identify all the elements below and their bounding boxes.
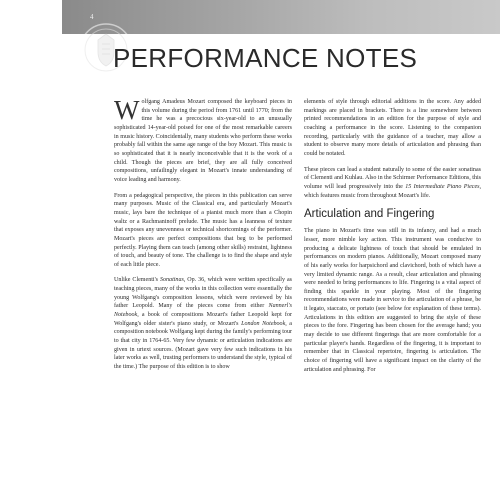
- progression-text-a: These pieces can lead a student naturally to some of the easier sonatinas of Clementi and Kuhlau. Also in the Schirmer Performance Editions, this volume will lead progressively into the: [304, 166, 482, 190]
- right-column: [304, 98, 481, 381]
- section-heading-articulation: Articulation and Fingering: [304, 208, 435, 221]
- progression-paragraph: [304, 166, 481, 201]
- page-number: 4: [90, 13, 94, 21]
- london-notebook-title: London Notebook: [241, 320, 286, 327]
- page-title: PERFORMANCE NOTES: [113, 43, 418, 73]
- articulation-paragraph: The piano in Mozart's time was still in its infancy, and had a much lesser, more nimble key action. This instrument was conducive to producing a delicate lightness of touch that should be emulated in performances on modern pianos. Additionally, Mozart composed many of his early works for harpsichord and clavichord, both of which have a very limited dynamic range. As a result, clear articulation and phrasing were needed to bring performances to life. Fingering is a vital aspect of finding this sparkle in your playing. Most of the fingering recommendations were made in service to the articulation of a phrase, be it legato, staccato, or portato (see below for explanation of these terms). Articulations in this edition are suggested to bring the style of these pieces to the fore. Fingering has been chosen for the average hand; you may decide to use different fingerings that are more comfortable for a particular player's hands. Regardless of the fingering, it is important to remember that in Classical repertoire, fingering is articulation. The choice of fingering will have a significant impact on the clarity of the articulation and phrasing. For: [304, 228, 481, 373]
- sources-text-g: , a composition notebook Wolfgang kept during the family's performing tour to that city in 1764-65. Very few dynamic or articulation indications are given in urtext sources. (Mozart gave very few such indications in his later works as well, trusting performers to understand the style, typical of the time.) The purpose of this edition is to show: [114, 320, 292, 371]
- intro-paragraph: [114, 95, 292, 185]
- sources-text-a: Unlike Clementi's: [114, 277, 160, 284]
- pedagogy-paragraph: From a pedagogical perspective, the pieces in this publication can serve many purposes. Music of the Classical era, and particularly Mozart's music, lays bare the technique of a pianist much more than a Chopin waltz or a Rachmaninoff prelude. The music has a leanness of texture that exposes any unevenness or technical shortcomings of the performer. Mozart's pieces are perfect compositions that beg to be performed perfectly. Playing them can teach (among other skills) restraint, lightness of touch, and beauty of tone. The challenge is to find the shape and style of each little piece.: [114, 192, 292, 268]
- sources-paragraph: [114, 276, 292, 371]
- style-paragraph: elements of style through editorial additions in the score. Any added markings are placed in brackets. There is a line somewhere between printed recommendations in an edition for the purpose of style and coaching a performance in the score. Listening to the companion recording, particularly with the guidance of a teacher, may allow a student to observe many more details of articulation and phrasing than could be notated.: [304, 99, 481, 157]
- left-column: [114, 95, 292, 379]
- nannerl-notebook-title: Nannerl's Notebook: [114, 303, 292, 319]
- intermediate-pieces-title: 15 Intermediate Piano Pieces: [405, 183, 480, 190]
- progression-text-c: , which features music from throughout Mozart's life.: [304, 183, 482, 199]
- drop-cap: W: [114, 95, 140, 125]
- sonatinas-title: Sonatinas: [159, 277, 184, 284]
- sources-text-c: , Op. 36, which were written specifically as teaching pieces, many of the works in this collection were essentially the young Wolfgang's composition lessons, which were reviewed by his father Leopold. Many of the pieces come from either: [114, 277, 292, 310]
- intro-text: olfgang Amadeus Mozart composed the keyboard pieces in this volume during the period from 1761 until 1770; from the time he was a precocious six-year-old to an unusually sophisticated 14-year-old poised for one of the most remarkable careers in music history. Coincidentally, many students who perform these works probably fall within the same age range of the boy Mozart. This music is so sophisticated that it is nearly inconceivable that it is the work of a child. Though the pieces are brief, they are all fully conceived compositions, unfailingly elegant in Mozart's innate understanding of voice leading and harmony.: [114, 99, 292, 183]
- sources-text-e: , a book of compositions Mozart's father Leopold kept for Wolfgang's older sister's piano study, or Mozart's: [114, 312, 292, 327]
